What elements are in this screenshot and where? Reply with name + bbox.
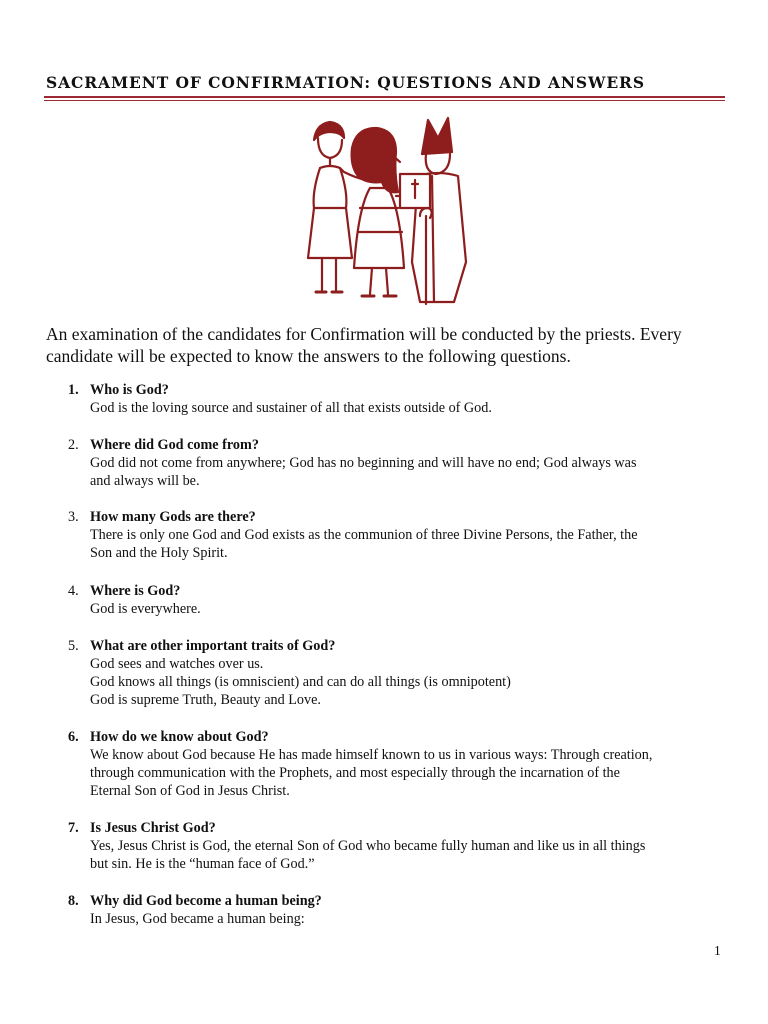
question-number: 6. — [68, 729, 79, 745]
answer-line: God did not come from anywhere; God has no beginning and will have no end; God always was — [90, 455, 637, 471]
list-item — [68, 508, 728, 562]
question-text: Is Jesus Christ God? — [90, 820, 216, 836]
list-item — [68, 892, 728, 928]
title-rule-thin — [44, 100, 725, 101]
list-item — [68, 582, 728, 618]
confirmation-illustration — [300, 112, 472, 308]
question-text: Where did God come from? — [90, 437, 259, 453]
question-number: 3. — [68, 509, 79, 525]
answer-line: but sin. He is the “human face of God.” — [90, 856, 315, 873]
question-number: 1. — [68, 382, 79, 398]
answer-line: Son and the Holy Spirit. — [90, 545, 228, 562]
list-item — [68, 381, 728, 417]
answer-line: In Jesus, God became a human being: — [90, 911, 305, 927]
answer-line: There is only one God and God exists as the communion of three Divine Persons, the Father, the — [90, 527, 638, 543]
answer-line: God sees and watches over us. — [90, 656, 264, 672]
question-text: Where is God? — [90, 583, 181, 599]
title-rule-thick — [44, 96, 725, 98]
question-text: Why did God become a human being? — [90, 893, 322, 909]
list-item — [68, 436, 728, 490]
page-number: 1 — [714, 943, 721, 958]
answer-line: Yes, Jesus Christ is God, the eternal Son of God who became fully human and like us in all things — [90, 838, 646, 854]
list-item — [68, 637, 728, 710]
intro-paragraph: An examination of the candidates for Confirmation will be conducted by the priests. Every candidate will be expected to know the answers to the following questions. — [46, 324, 682, 366]
question-number: 8. — [68, 893, 79, 909]
question-text: How many Gods are there? — [90, 509, 256, 525]
list-item — [68, 728, 728, 801]
page-title: SACRAMENT OF CONFIRMATION: QUESTIONS AND ANSWERS — [46, 73, 645, 92]
answer-line: We know about God because He has made himself known to us in various ways: Through creation, — [90, 747, 653, 763]
question-number: 4. — [68, 583, 79, 599]
answer-line: God is everywhere. — [90, 601, 201, 617]
answer-line: God is supreme Truth, Beauty and Love. — [90, 692, 321, 709]
question-number: 5. — [68, 638, 79, 654]
question-number: 7. — [68, 820, 79, 836]
question-text: Who is God? — [90, 382, 169, 398]
list-item — [68, 819, 728, 873]
answer-line: God is the loving source and sustainer of all that exists outside of God. — [90, 400, 492, 416]
question-text: What are other important traits of God? — [90, 638, 336, 654]
answer-line: through communication with the Prophets, and most especially through the incarnation of the — [90, 765, 620, 782]
question-number: 2. — [68, 437, 79, 453]
answer-line: and always will be. — [90, 473, 200, 490]
answer-line: God knows all things (is omniscient) and can do all things (is omnipotent) — [90, 674, 511, 691]
question-text: How do we know about God? — [90, 729, 269, 745]
answer-line: Eternal Son of God in Jesus Christ. — [90, 783, 290, 800]
